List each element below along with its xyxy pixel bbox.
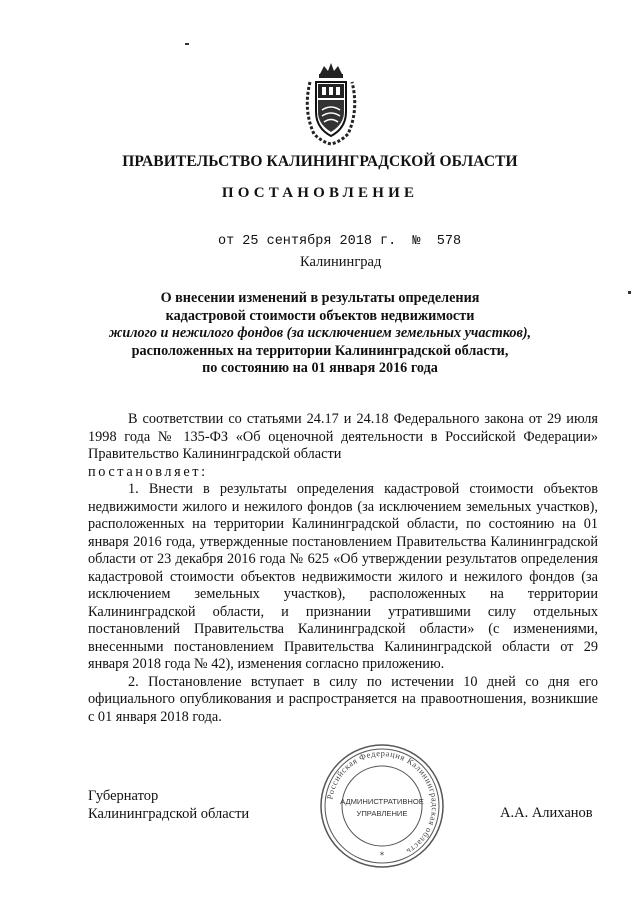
resolves-colon: : bbox=[201, 463, 206, 480]
signatory-name: А.А. Алиханов bbox=[500, 805, 593, 821]
subject-line: О внесении изменений в результаты определения bbox=[160, 290, 480, 306]
scan-speck bbox=[185, 43, 189, 45]
resolves-word: постановляет bbox=[88, 463, 202, 480]
city: Калининград bbox=[300, 254, 382, 270]
document-body bbox=[88, 411, 598, 726]
preamble-text: В соответствии со статьями 24.17 и 24.18 Федерального закона от 29 июля 1998 года № 135-ФЗ «Об оценочной деятельности в Российской Федерации» Правительство Калининградской области bbox=[88, 411, 598, 462]
preamble-paragraph bbox=[88, 411, 598, 481]
coat-of-arms-icon bbox=[300, 60, 362, 146]
seal-star-icon: * bbox=[379, 851, 385, 861]
subject-line: кадастровой стоимости объектов недвижимости bbox=[165, 307, 475, 324]
document-type: ПОСТАНОВЛЕНИЕ bbox=[221, 185, 419, 201]
seal-center-line: УПРАВЛЕНИЕ bbox=[356, 809, 408, 818]
item-1-paragraph: 1. Внести в результаты определения кадастровой стоимости объектов недвижимости жилого и нежилого фондов (за исключением земельных участков), расположенных на территории Калининградской области, по состоянию на 01 января 2016 года, утвержденные постановлением Правительства Калининградской области от 23 декабря 2016 года № 625 «Об утверждении результатов определения кадастровой стоимости объектов недвижимости жилого и нежилого фондов (за исключением земельных участков), расположенных на территории Калининградской области, и признании утратившими силу отдельных постановлений Правительства Калининградской области» (с изменениями, внесенными постановлением Правительства Калининградской области от 29 января 2018 года № 42), изменения согласно приложению. bbox=[88, 481, 598, 672]
signatory-title-line: Калининградской области bbox=[88, 806, 250, 822]
item-2-paragraph: 2. Постановление вступает в силу по истечении 10 дней со дня его официального опубликования и распространяется на правоотношения, возникшие с 01 января 2018 года. bbox=[88, 673, 598, 725]
signatory-title-line: Губернатор bbox=[88, 788, 159, 804]
document-subject bbox=[0, 290, 640, 378]
date-number-line: от 25 сентября 2018 г. № 578 bbox=[218, 234, 462, 249]
subject-line: жилого и нежилого фондов (за исключением земельных участков), bbox=[108, 325, 532, 341]
seal-center-line: АДМИНИСТРАТИВНОЕ bbox=[340, 797, 424, 806]
signatory-title bbox=[88, 787, 249, 823]
subject-line: расположенных на территории Калининградской области, bbox=[131, 342, 509, 359]
government-name: ПРАВИТЕЛЬСТВО КАЛИНИНГРАДСКОЙ ОБЛАСТИ bbox=[122, 153, 518, 170]
subject-line: по состоянию на 01 января 2016 года bbox=[202, 360, 438, 376]
seal-ring-text: Российская Федерация Калининградская область bbox=[324, 747, 441, 858]
official-seal-stamp bbox=[318, 742, 446, 870]
